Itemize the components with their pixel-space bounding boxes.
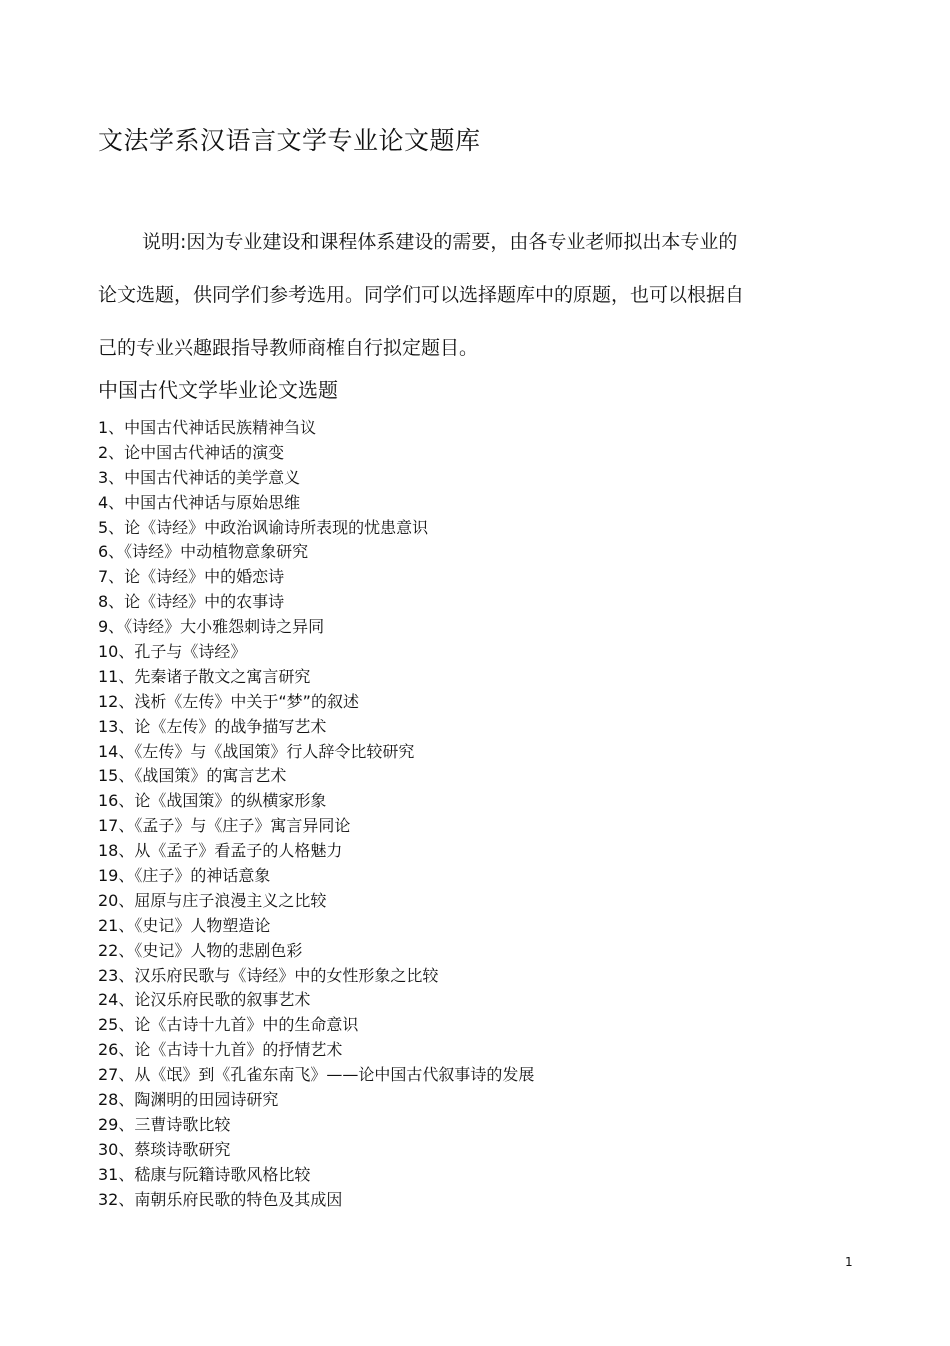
- list-item: 12、浅析《左传》中关于“梦”的叙述: [98, 691, 359, 711]
- list-item: 16、论《战国策》的纵横家形象: [98, 791, 327, 811]
- list-item: 4、中国古代神话与原始思维: [98, 492, 301, 512]
- list-item: 5、论《诗经》中政治讽谕诗所表现的忧患意识: [98, 517, 429, 537]
- list-item: 7、论《诗经》中的婚恋诗: [98, 567, 285, 587]
- list-item: 31、嵇康与阮籍诗歌风格比较: [98, 1164, 311, 1184]
- list-item: 20、屈原与庄子浪漫主义之比较: [98, 890, 327, 910]
- intro-line: 己的专业兴趣跟指导教师商榷自行拟定题目。: [98, 337, 479, 359]
- list-item: 15、《战国策》的寓言艺术: [98, 766, 287, 786]
- list-item: 10、孔子与《诗经》: [98, 642, 247, 662]
- list-item: 6、《诗经》中动植物意象研究: [98, 542, 309, 562]
- list-item: 9、《诗经》大小雅怨刺诗之异同: [98, 617, 325, 637]
- list-item: 27、从《氓》到《孔雀东南飞》——论中国古代叙事诗的发展: [98, 1065, 535, 1085]
- list-item: 21、《史记》人物塑造论: [98, 915, 271, 935]
- document-title: 文法学系汉语言文学专业论文题库: [98, 126, 481, 155]
- list-item: 14、《左传》与《战国策》行人辞令比较研究: [98, 741, 415, 761]
- intro-line: 说明:因为专业建设和课程体系建设的需要，由各专业老师拟出本专业的: [142, 231, 738, 253]
- list-item: 3、中国古代神话的美学意义: [98, 467, 301, 487]
- list-item: 26、论《古诗十九首》的抒情艺术: [98, 1040, 343, 1060]
- intro-line: 论文选题，供同学们参考选用。同学们可以选择题库中的原题，也可以根据自: [98, 284, 745, 306]
- list-item: 22、《史记》人物的悲剧色彩: [98, 940, 303, 960]
- list-item: 8、论《诗经》中的农事诗: [98, 592, 285, 612]
- list-item: 25、论《古诗十九首》中的生命意识: [98, 1015, 359, 1035]
- list-item: 23、汉乐府民歌与《诗经》中的女性形象之比较: [98, 965, 439, 985]
- list-item: 29、三曹诗歌比较: [98, 1114, 231, 1134]
- list-item: 32、南朝乐府民歌的特色及其成因: [98, 1189, 343, 1209]
- section-title: 中国古代文学毕业论文选题: [98, 378, 338, 402]
- list-item: 11、先秦诸子散文之寓言研究: [98, 666, 311, 686]
- list-item: 24、论汉乐府民歌的叙事艺术: [98, 990, 311, 1010]
- list-item: 30、蔡琰诗歌研究: [98, 1139, 231, 1159]
- list-item: 13、论《左传》的战争描写艺术: [98, 716, 327, 736]
- list-item: 28、陶渊明的田园诗研究: [98, 1090, 279, 1110]
- list-item: 18、从《孟子》看孟子的人格魅力: [98, 841, 343, 861]
- intro-paragraph: [98, 222, 810, 381]
- list-item: 19、《庄子》的神话意象: [98, 866, 271, 886]
- list-item: 2、论中国古代神话的演变: [98, 442, 285, 462]
- topic-list: [98, 416, 534, 1213]
- page-number: 1: [845, 1255, 853, 1269]
- list-item: 1、中国古代神话民族精神刍议: [98, 418, 317, 437]
- list-item: 17、《孟子》与《庄子》寓言异同论: [98, 816, 351, 836]
